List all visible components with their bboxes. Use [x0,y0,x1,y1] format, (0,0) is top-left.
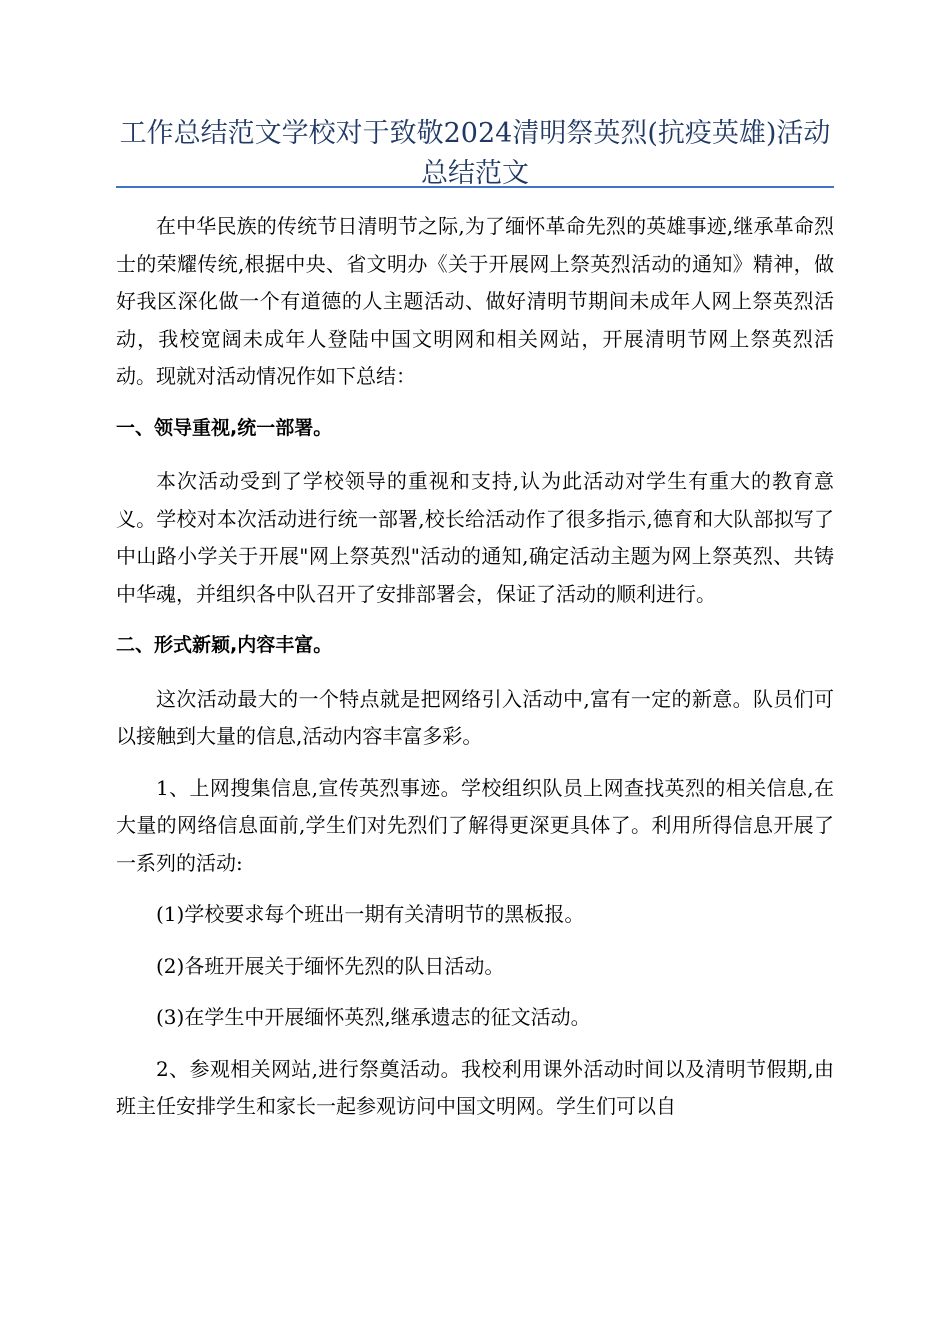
spacer [116,882,834,896]
paragraph-intro: 在中华民族的传统节日清明节之际,为了缅怀革命先烈的英雄事迹,继承革命烈士的荣耀传统,根据中央、省文明办《关于开展网上祭英烈活动的通知》精神，做好我区深化做一个有道德的人主题活动、做好清明节期间未成年人网上祭英烈活动，我校宽阔未成年人登陆中国文明网和相关网站，开展清明节网上祭英烈活动。现就对活动情况作如下总结： [116,214,834,388]
spacer [116,447,834,463]
document-body [116,208,834,1126]
spacer [116,756,834,770]
spacer [116,396,834,410]
list-item-1: (1)学校要求每个班出一期有关清明节的黑板报。 [156,902,585,926]
list-item-2: (2)各班开展关于缅怀先烈的队日活动。 [156,953,505,978]
spacer [116,1037,834,1051]
spacer [116,613,834,627]
title-underline [116,186,834,188]
paragraph-1: 本次活动受到了学校领导的重视和支持,认为此活动对学生有重大的教育意义。学校对本次活动进行统一部署,校长给活动作了很多指示,德育和大队部拟写了中山路小学关于开展"网上祭英烈"活动的通知,确定活动主题为网上祭英烈、共铸中华魂，并组织各中队召开了安排部署会，保证了活动的顺利进行。 [116,469,834,606]
paragraph-2: 这次活动最大的一个特点就是把网络引入活动中,富有一定的新意。队员们可以接触到大量的信息,活动内容丰富多彩。 [116,686,834,748]
document-title: 工作总结范文学校对于致敬2024清明祭英烈(抗疫英雄)活动总结范文 [119,118,831,189]
paragraph-4: 2、参观相关网站,进行祭奠活动。我校利用课外活动时间以及清明节假期,由班主任安排学生和家长一起参观访问中国文明网。学生们可以自 [116,1056,834,1118]
spacer [116,665,834,681]
section-heading-1: 一、领导重视,统一部署。 [116,416,333,439]
list-item-3: (3)在学生中开展缅怀英烈,继承遗志的征文活动。 [156,1005,591,1029]
section-heading-2: 二、形式新颖,内容丰富。 [116,634,333,656]
paragraph-3: 1、上网搜集信息,宣传英烈事迹。学校组织队员上网查找英烈的相关信息,在大量的网络信息面前,学生们对先烈们了解得更深更具体了。利用所得信息开展了一系列的活动: [116,775,834,875]
spacer [116,985,834,999]
spacer [116,934,834,948]
